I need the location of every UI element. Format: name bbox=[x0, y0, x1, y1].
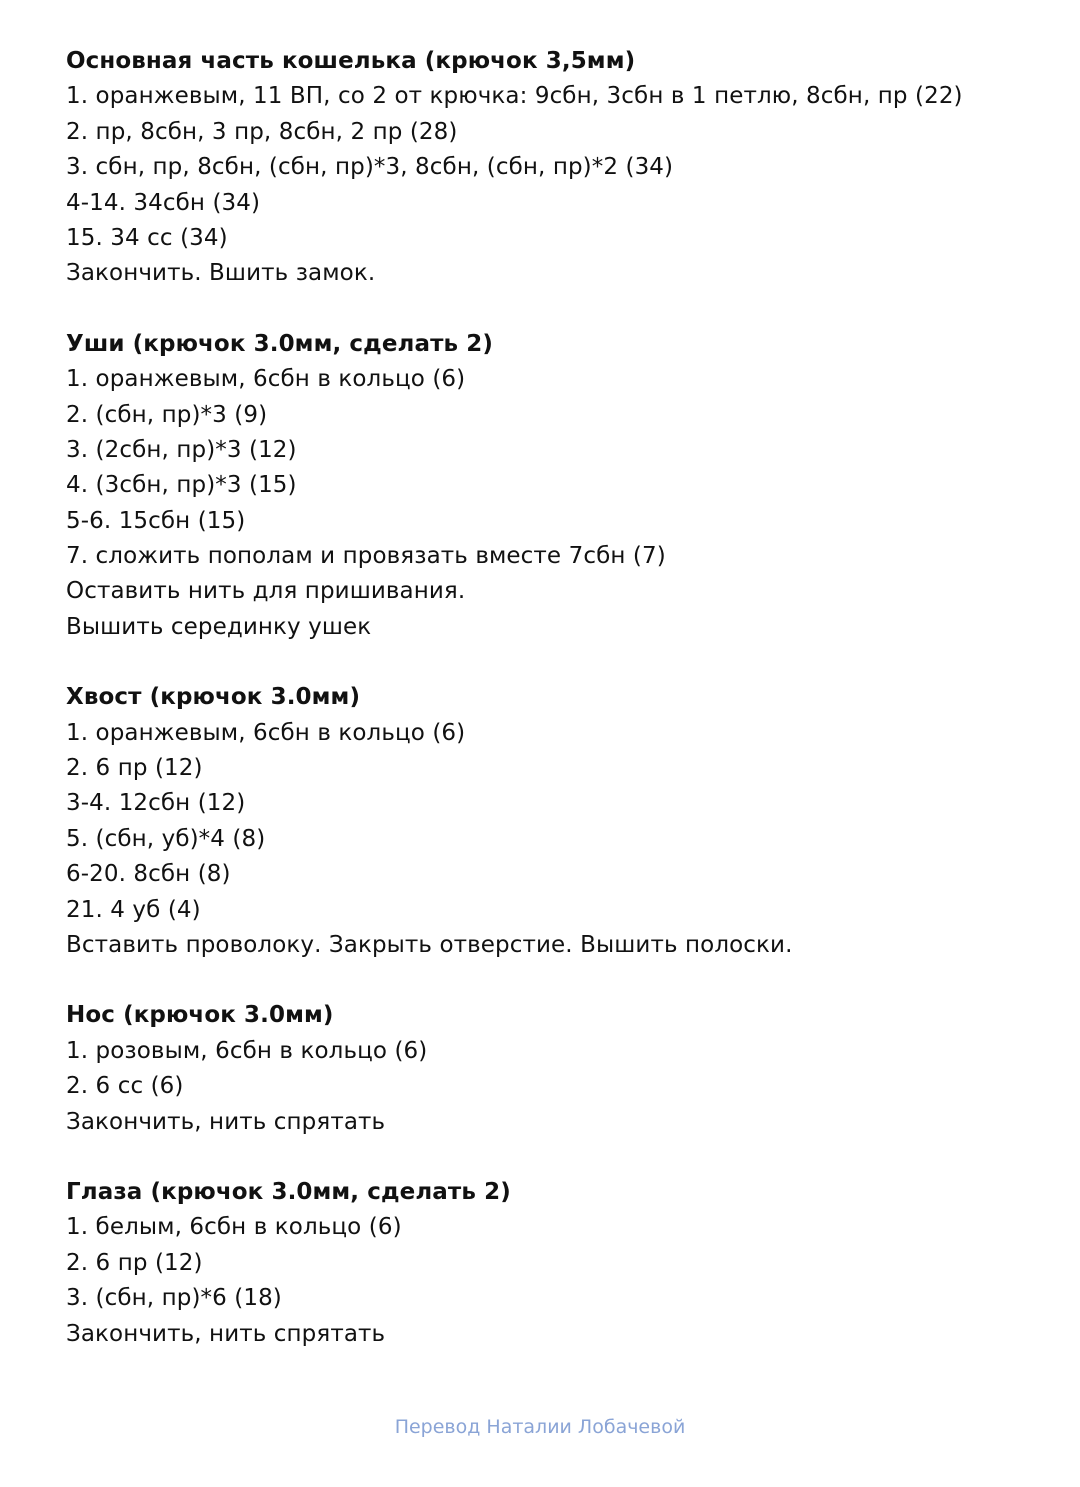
section-nose bbox=[66, 998, 1056, 1140]
instruction-line: 1. белым, 6сбн в кольцо (6) bbox=[66, 1214, 402, 1241]
instruction-line: 6-20. 8сбн (8) bbox=[66, 861, 231, 888]
instruction-line: 5. (сбн, уб)*4 (8) bbox=[66, 825, 266, 852]
section-heading: Глаза (крючок 3.0мм, сделать 2) bbox=[66, 1178, 511, 1205]
instruction-line: 1. оранжевым, 11 ВП, со 2 от крючка: 9сбн, 3сбн в 1 петлю, 8сбн, пр (22) bbox=[66, 83, 963, 110]
instruction-line: 15. 34 сс (34) bbox=[66, 224, 228, 251]
instruction-line: 7. сложить пополам и провязать вместе 7сбн (7) bbox=[66, 543, 666, 570]
instruction-line: 2. (сбн, пр)*3 (9) bbox=[66, 401, 268, 428]
instruction-line: 4. (3сбн, пр)*3 (15) bbox=[66, 472, 297, 499]
section-ears bbox=[66, 327, 1056, 646]
section-heading: Уши (крючок 3.0мм, сделать 2) bbox=[66, 330, 493, 357]
section-purse-body bbox=[66, 44, 1056, 292]
section-eyes bbox=[66, 1175, 1056, 1352]
instruction-line: 3. сбн, пр, 8сбн, (сбн, пр)*3, 8сбн, (сбн, пр)*2 (34) bbox=[66, 154, 674, 181]
instruction-line: Закончить, нить спрятать bbox=[66, 1108, 386, 1135]
instruction-line: 1. розовым, 6сбн в кольцо (6) bbox=[66, 1037, 428, 1064]
instruction-line: 3. (2сбн, пр)*3 (12) bbox=[66, 436, 297, 463]
instruction-line: 1. оранжевым, 6сбн в кольцо (6) bbox=[66, 366, 466, 393]
section-tail bbox=[66, 680, 1056, 963]
document-page bbox=[66, 44, 1056, 1387]
instruction-line: 2. 6 пр (12) bbox=[66, 755, 203, 782]
section-heading: Хвост (крючок 3.0мм) bbox=[66, 684, 361, 711]
instruction-line: Закончить, нить спрятать bbox=[66, 1320, 386, 1347]
instruction-line: Вставить проволоку. Закрыть отверстие. Вышить полоски. bbox=[66, 931, 793, 958]
section-heading: Основная часть кошелька (крючок 3,5мм) bbox=[66, 48, 636, 74]
instruction-line: Оставить нить для пришивания. bbox=[66, 578, 466, 605]
instruction-line: 1. оранжевым, 6сбн в кольцо (6) bbox=[66, 719, 466, 746]
instruction-line: 2. пр, 8сбн, 3 пр, 8сбн, 2 пр (28) bbox=[66, 118, 458, 145]
section-heading: Нос (крючок 3.0мм) bbox=[66, 1002, 334, 1029]
instruction-line: Вышить серединку ушек bbox=[66, 613, 372, 640]
instruction-line: 5-6. 15сбн (15) bbox=[66, 507, 246, 534]
instruction-line: 3. (сбн, пр)*6 (18) bbox=[66, 1285, 282, 1312]
instruction-line: Закончить. Вшить замок. bbox=[66, 260, 376, 287]
instruction-line: 2. 6 пр (12) bbox=[66, 1249, 203, 1276]
instruction-line: 2. 6 сс (6) bbox=[66, 1073, 184, 1100]
instruction-line: 4-14. 34сбн (34) bbox=[66, 189, 261, 216]
translator-credit: Перевод Наталии Лобачевой bbox=[394, 1416, 686, 1438]
instruction-line: 21. 4 уб (4) bbox=[66, 896, 201, 923]
instruction-line: 3-4. 12сбн (12) bbox=[66, 790, 246, 817]
